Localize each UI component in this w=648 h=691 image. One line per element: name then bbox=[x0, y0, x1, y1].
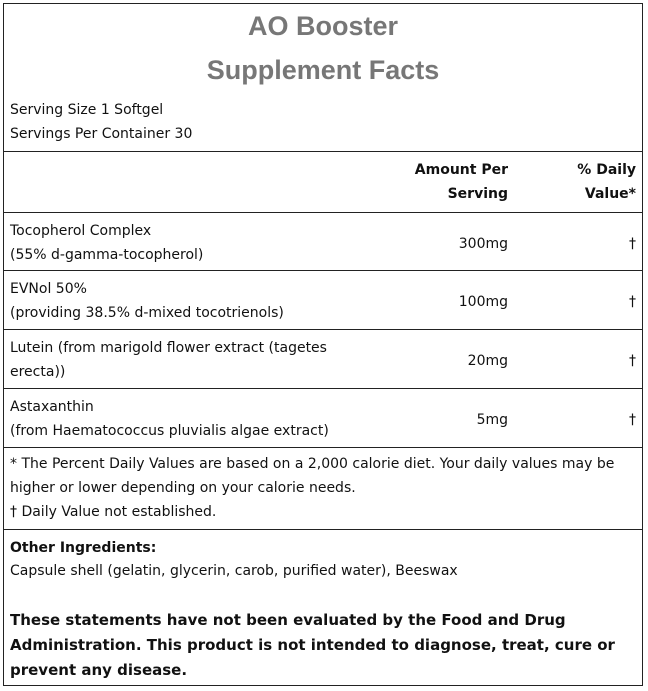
table-header bbox=[4, 152, 642, 212]
panel-heading: Supplement Facts bbox=[206, 55, 440, 85]
table-row bbox=[4, 389, 642, 447]
percent-daily-value-footnote: * The Percent Daily Values are based on a 2,000 calorie diet. Your daily values may be higher or lower depending on your calorie needs. bbox=[10, 456, 615, 496]
ingredient-detail: (55% d-gamma-tocopherol) bbox=[10, 247, 204, 263]
ingredient-name: Astaxanthin bbox=[10, 399, 94, 415]
fda-disclaimer: These statements have not been evaluated by the Food and Drug Administration. This product is not intended to diagnose, treat, cure or prevent any disease. bbox=[10, 611, 615, 679]
dv-header-line1: % Daily bbox=[577, 162, 636, 178]
divider bbox=[4, 447, 642, 448]
ingredient-name: Lutein (from marigold flower extract (tagetes bbox=[10, 340, 327, 356]
ingredient-amount: 20mg bbox=[467, 353, 508, 369]
amount-header-line1: Amount Per bbox=[414, 162, 508, 178]
ingredient-amount: 100mg bbox=[458, 294, 508, 310]
supplement-facts-panel bbox=[3, 3, 643, 686]
serving-size: Serving Size 1 Softgel bbox=[10, 102, 164, 118]
ingredient-detail: (providing 38.5% d-mixed tocotrienols) bbox=[10, 305, 284, 321]
dv-header-line2: Value* bbox=[584, 186, 636, 202]
ingredient-detail: erecta)) bbox=[10, 364, 66, 380]
table-row bbox=[4, 271, 642, 329]
ingredient-dv: † bbox=[629, 236, 636, 252]
ingredient-amount: 5mg bbox=[476, 412, 508, 428]
ingredient-dv: † bbox=[629, 412, 636, 428]
table-row bbox=[4, 213, 642, 270]
servings-per-container: Servings Per Container 30 bbox=[10, 126, 193, 142]
ingredient-name: EVNol 50% bbox=[10, 281, 87, 297]
ingredient-detail: (from Haematococcus pluvialis algae extract) bbox=[10, 423, 329, 439]
amount-header-line2: Serving bbox=[447, 186, 508, 202]
ingredient-dv: † bbox=[629, 294, 636, 310]
other-ingredients-text: Capsule shell (gelatin, glycerin, carob, purified water), Beeswax bbox=[10, 563, 458, 579]
table-row bbox=[4, 330, 642, 388]
ingredient-dv: † bbox=[629, 353, 636, 369]
ingredient-amount: 300mg bbox=[458, 236, 508, 252]
divider bbox=[4, 529, 642, 530]
other-ingredients-heading: Other Ingredients: bbox=[10, 540, 157, 556]
product-name: AO Booster bbox=[247, 11, 399, 41]
ingredient-name: Tocopherol Complex bbox=[10, 223, 152, 239]
dagger-footnote: † Daily Value not established. bbox=[10, 504, 217, 520]
